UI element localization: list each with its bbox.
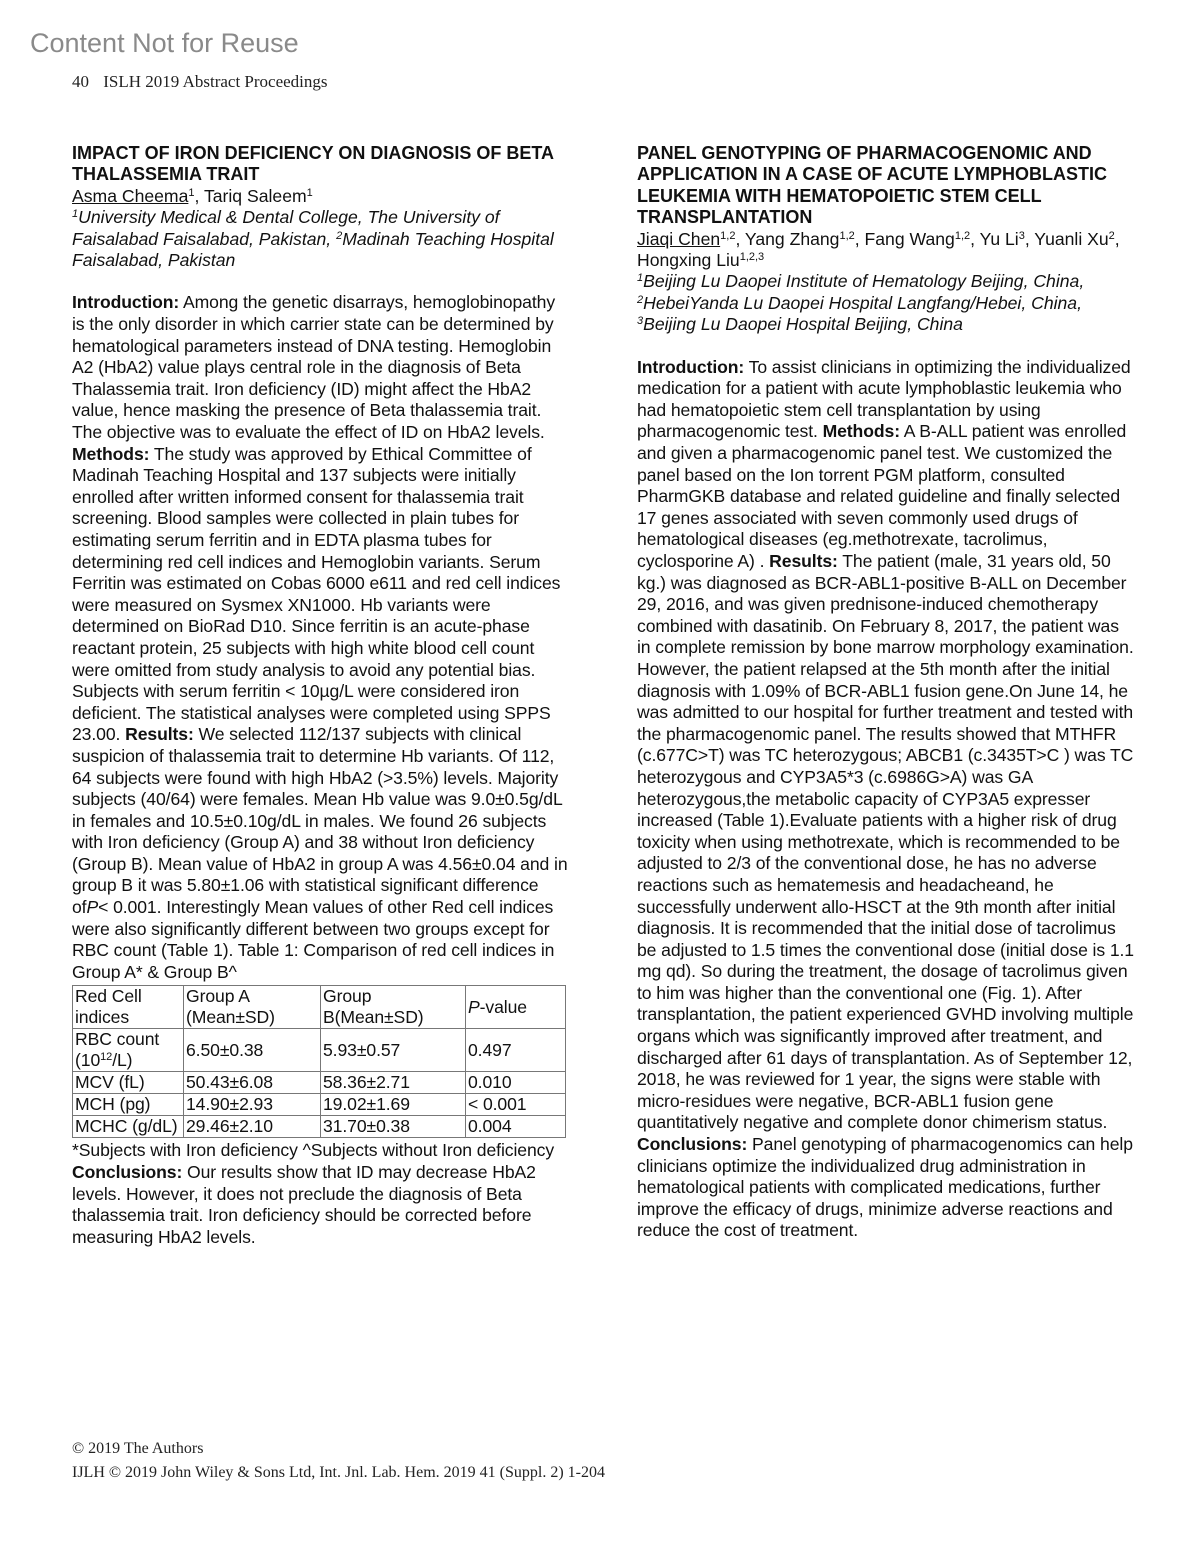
table-cell: 6.50±0.38 [184,1029,321,1072]
table-cell: 19.02±1.69 [321,1094,466,1116]
author-sup: 2 [1108,229,1115,242]
header-text: -value [479,996,527,1017]
affil-sup: 3 [637,315,644,328]
affil-sup: 2 [336,229,343,242]
author-sup: 1 [188,186,195,199]
section-label: Methods: [822,421,900,442]
table-cell: MCV (fL) [73,1072,184,1094]
table-cell: 50.43±6.08 [184,1072,321,1094]
page-number: 40 [72,72,89,91]
table-cell: MCH (pg) [73,1094,184,1116]
abstract-right [637,143,1137,1242]
section-label: Results: [125,724,194,745]
section-text: Panel genotyping of pharmacogenomics can help clinicians optimize the individualized drug administration in hematological patients with complicated medications, further improve the efficacy of drugs, minimize adverse reactions and reduce the cost of treatment. [637,1134,1133,1241]
table-row [73,1072,566,1094]
section-label: Introduction: [637,356,745,377]
abstract-paragraph [72,1140,572,1248]
author-name: , Yu Li [970,228,1019,249]
table-cell: 5.93±0.57 [321,1029,466,1072]
affiliation: University Medical & Dental College, The University of Faisalabad Faisalabad, Pakistan, [72,207,500,249]
running-head [72,72,328,92]
table-cell: 0.004 [466,1116,566,1138]
section-label: Methods: [72,443,150,464]
section-text: < 0.001. Interestingly Mean values of other Red cell indices were also significantly different between two groups except for RBC count (Table 1). Table 1: Comparison of red cell indices in Group A* & Group B^ [72,897,555,982]
affiliations [72,207,572,271]
affiliation: Beijing Lu Daopei Institute of Hematology Beijing, China, [643,271,1085,292]
author-sup: 1,2,3 [739,251,765,264]
presenting-author: Asma Cheema [72,185,189,206]
table-cell: < 0.001 [466,1094,566,1116]
affil-sup: 2 [637,293,644,306]
section-text: The patient (male, 31 years old, 50 kg.) was diagnosed as BCR-ABL1-positive B-ALL on December 29, 2016, and was given prednisone-induced chemotherapy combined with dasatinib. On February 8, 2017, the patient was in complete remission by bone marrow morphology examination. However, the patient relapsed at the 5th month after the initial diagnosis with 1.09% of BCR-ABL1 fusion gene.On June 14, he was admitted to our hospital for further treatment and tested with the pharmacogenomic panel. The results showed that MTHFR (c.677C>T) was TC heterozygous; ABCB1 (c.3435T>C ) was TC heterozygous and CYP3A5*3 (c.6986G>A) was GA heterozygous,the metabolic capacity of CYP3A5 expresser increased (Table 1).Evaluate patients with a higher risk of drug toxicity when using methotrexate, which is recommended to be adjusted to 2/3 of the conventional dose, he has no adverse reactions such as hematemesis and headacheand, he successfully underwent allo-HSCT at the 9th month after initial diagnosis. It is recommended that the initial dose of tacrolimus be adjusted to 1.5 times the conventional dose (initial dose is 1.1 mg qd). So during the treatment, the dosage of tacrolimus given to him was higher than the conventional one (Fig. 1). After transplantation, the patient experienced GVHD involving multiple organs which was significantly improved after treatment, and discharged after 61 days of transplantation. As of September 12, 2018, he was reviewed for 1 year, the signs were stable with micro-residues were negative, BCR-ABL1 fusion gene quantitatively negative and complete donor chimerism status. [637,551,1134,1133]
table-header-row [73,986,566,1029]
watermark: Content Not for Reuse [30,28,299,58]
section-text: Among the genetic disarrays, hemoglobinopathy is the only disorder in which carrier state can be determined by hematological parameters instead of DNA testing. Hemoglobin A2 (HbA2) value plays central role in the diagnosis of Beta Thalassemia trait. Iron deficiency (ID) might affect the HbA2 value, hence masking the presence of Beta thalassemia trait. The objective was to evaluate the effect of ID on HbA2 levels. [72,292,556,442]
page-footer [72,1437,605,1485]
author-sup: 1,2 [720,229,736,242]
table-header-cell: Group A (Mean±SD) [184,986,321,1029]
author-name: , Hongxing Liu [637,228,1120,271]
author-list [637,229,1137,272]
author-sup: 1,2 [839,229,855,242]
table-cell [73,1029,184,1072]
section-text: The study was approved by Ethical Committee of Madinah Teaching Hospital and 137 subjects were initially enrolled after written informed consent for thalassemia trait screening. Blood samples were collected in plain tubes for estimating serum ferritin and in EDTA plasma tubes for determining red cell indices and Hemoglobin variants. Serum Ferritin was estimated on Cobas 6000 e611 and red cell indices were measured on Sysmex XN1000. Hb variants were determined on BioRad D10. Since ferritin is an acute-phase reactant protein, 25 subjects with high white blood cell count were omitted from study analysis to avoid any potential bias. Subjects with serum ferritin < 10µg/L were considered iron deficient. The statistical analyses were completed using SPPS 23.00. [72,443,561,745]
abstract-left [72,143,572,1248]
table-cell: 0.010 [466,1072,566,1094]
author-name: , Yuanli Xu [1024,228,1109,249]
abstract-body [72,292,572,1248]
section-label: Results: [769,551,838,571]
affil-sup: 1 [72,208,79,221]
table-note: *Subjects with Iron deficiency ^Subjects without Iron deficiency [72,1140,555,1161]
affiliation: Madinah Teaching Hospital Faisalabad, Pakistan [72,228,554,271]
cell-text: RBC count (10 [75,1029,160,1071]
table-header-cell: Red Cell indices [73,986,184,1029]
table-row [73,1116,566,1138]
abstract-title: PANEL GENOTYPING OF PHARMACOGENOMIC AND APPLICATION IN A CASE OF ACUTE LYMPHOBLASTIC LEUKEMIA WITH HEMATOPOIETIC STEM CELL TRANSPLANTATION [637,143,1108,228]
affiliation: HebeiYanda Lu Daopei Hospital Langfang/Hebei, China, [643,292,1082,313]
abstract-body [637,357,1137,1242]
table-row [73,1029,566,1072]
table-cell: MCHC (g/dL) [73,1116,184,1138]
presenting-author: Jiaqi Chen [637,228,721,249]
author-name: , Yang Zhang [735,228,840,249]
section-text: Our results show that ID may decrease HbA2 levels. However, it does not preclude the diagnosis of Beta thalassemia trait. Iron deficiency should be corrected before measuring HbA2 levels. [72,1162,536,1247]
table-cell: 58.36±2.71 [321,1072,466,1094]
table-cell: 31.70±0.38 [321,1116,466,1138]
table-cell: 29.46±2.10 [184,1116,321,1138]
author-name: , Fang Wang [854,228,955,249]
table-header-cell [466,986,566,1029]
affil-sup: 1 [637,272,644,285]
section-text: We selected 112/137 subjects with clinical suspicion of thalassemia trait to determine Hb variants. Of 112, 64 subjects were found with high HbA2 (>3.5%) levels. Majority subjects (40/64) were females. Mean Hb value was 9.0±0.5g/dL in females and 10.5±0.10g/dL in males. We found 26 subjects with Iron deficiency (Group A) and 38 without Iron deficiency (Group B). Mean value of HbA2 in group A was 4.56±0.04 and in group B it was 5.80±1.06 with statistical significant difference of [72,724,568,918]
author-list [72,186,572,207]
table-row [73,1094,566,1116]
section-text: To assist clinicians in optimizing the individualized medication for a patient with acute lymphoblastic leukemia who had hematopoietic stem cell transplantation by using pharmacogenomic test. [637,356,1131,442]
author-sup: 3 [1018,229,1025,242]
table-header-cell: Group B(Mean±SD) [321,986,466,1029]
data-table [72,985,566,1138]
section-text: A B-ALL patient was enrolled and given a pharmacogenomic panel test. We customized the panel based on the Ion torrent PGM platform, consulted PharmGKB database and related guideline and finally selected 17 genes associated with seven commonly used drugs of hematological diseases (eg.methotrexate, tacrolimus, cyclosporine A) . [637,421,1127,571]
table-cell: 0.497 [466,1029,566,1072]
copyright-line: © 2019 The Authors [72,1440,204,1457]
journal-section-title: ISLH 2019 Abstract Proceedings [103,72,328,91]
table-cell: 14.90±2.93 [184,1094,321,1116]
abstract-paragraph [637,357,1137,1242]
abstract-paragraph [72,292,572,983]
p-symbol: P [468,996,480,1017]
section-label: Conclusions: [637,1134,748,1155]
affiliation: Beijing Lu Daopei Hospital Beijing, China [643,314,963,335]
author-name: , Tariq Saleem [194,185,307,206]
journal-citation: IJLH © 2019 John Wiley & Sons Ltd, Int. Jnl. Lab. Hem. 2019 41 (Suppl. 2) 1-204 [72,1464,605,1481]
abstract-title: IMPACT OF IRON DEFICIENCY ON DIAGNOSIS OF BETA THALASSEMIA TRAIT [72,143,554,185]
cell-text: /L) [112,1050,133,1071]
p-symbol: P [86,897,99,918]
affiliations [637,271,1137,335]
author-sup: 1,2 [954,229,971,242]
section-label: Introduction: [72,292,180,313]
author-sup: 1 [306,186,313,199]
cell-sup: 12 [100,1051,113,1064]
section-label: Conclusions: [72,1162,183,1183]
